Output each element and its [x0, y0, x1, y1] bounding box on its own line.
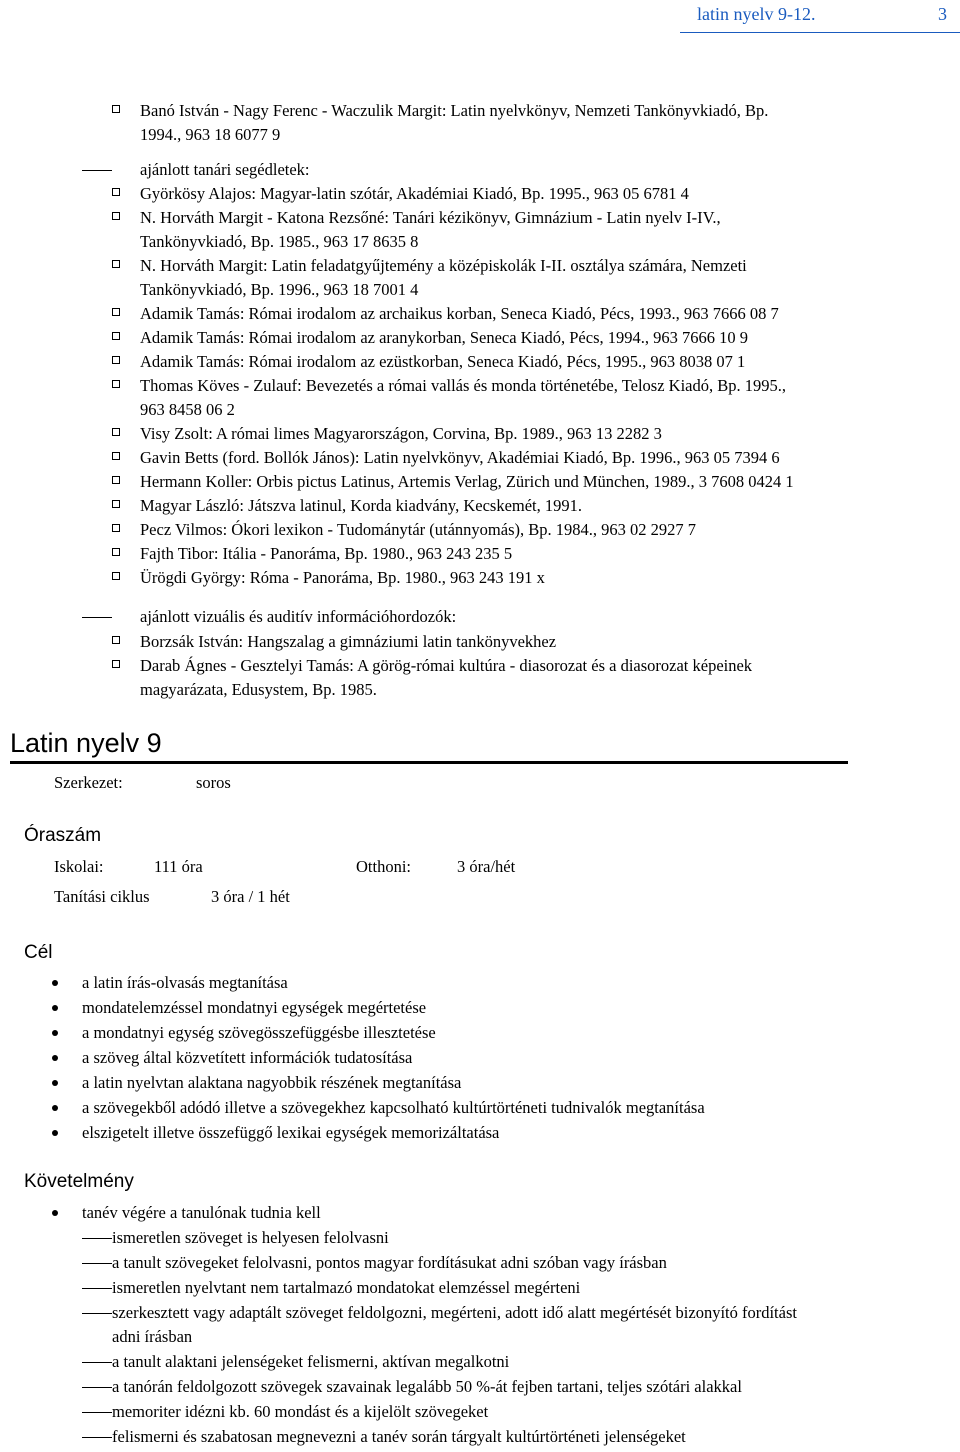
- round-bullet-icon: [52, 1105, 58, 1111]
- list-item-text: ismeretlen nyelvtant nem tartalmazó mondatokat elemzéssel megérteni: [112, 1278, 581, 1297]
- list-item-text: Adamik Tamás: Római irodalom az ezüstkorban, Seneca Kiadó, Pécs, 1995., 963 8038 07 1: [140, 352, 746, 371]
- home-hours-label: Otthoni:: [356, 857, 412, 876]
- list-item-text: a tanórán feldolgozott szövegek szavainak legalább 50 %-át fejben tartani, teljes szótári alakkal: [112, 1377, 742, 1396]
- goals-heading: Cél: [24, 942, 53, 963]
- square-bullet-icon: [112, 356, 120, 364]
- round-bullet-icon: [52, 1030, 58, 1036]
- list-item-text: Pecz Vilmos: Ókori lexikon - Tudománytár (utánnyomás), Bp. 1984., 963 02 2927 7: [140, 520, 697, 539]
- requirements-lead: tanév végére a tanulónak tudnia kell: [82, 1203, 321, 1222]
- dash-bullet-icon: [82, 1313, 112, 1314]
- list-item-text: Tankönyvkiadó, Bp. 1996., 963 18 7001 4: [140, 280, 419, 299]
- teaching-cycle-value: 3 óra / 1 hét: [211, 887, 290, 906]
- square-bullet-icon: [112, 452, 120, 460]
- list-item-text: Hermann Koller: Orbis pictus Latinus, Artemis Verlag, Zürich und München, 1989., 3 7608 0424 1: [140, 472, 794, 491]
- round-bullet-icon: [52, 1210, 58, 1216]
- dash-bullet-icon: [82, 1238, 112, 1239]
- list-item-text: mondatelemzéssel mondatnyi egységek megértetése: [82, 998, 427, 1017]
- page-header: [0, 0, 960, 40]
- round-bullet-icon: [52, 1130, 58, 1136]
- dash-bullet-icon: [82, 1387, 112, 1388]
- dash-bullet-icon: [82, 1412, 112, 1413]
- list-item-text: a mondatnyi egység szövegösszefüggésbe illesztetése: [82, 1023, 436, 1042]
- school-hours-label: Iskolai:: [54, 857, 104, 876]
- list-item-text: a latin nyelvtan alaktana nagyobbik részének megtanítása: [82, 1073, 462, 1092]
- list-item-text: Gavin Betts (ford. Bollók János): Latin nyelvkönyv, Akadémiai Kiadó, Bp. 1996., 963 05 7394 6: [140, 448, 780, 467]
- square-bullet-icon: [112, 660, 120, 668]
- square-bullet-icon: [112, 188, 120, 196]
- list-item-text: Adamik Tamás: Római irodalom az aranykorban, Seneca Kiadó, Pécs, 1994., 963 7666 10 9: [140, 328, 748, 347]
- list-item-text: Banó István - Nagy Ferenc - Waczulik Margit: Latin nyelvkönyv, Nemzeti Tankönyvkiadó, Bp.: [140, 101, 769, 120]
- list-item-text: Darab Ágnes - Gesztelyi Tamás: A görög-római kultúra - diasorozat és a diasorozat képeinek: [140, 656, 753, 675]
- square-bullet-icon: [112, 476, 120, 484]
- dash-bullet-icon: [82, 1437, 112, 1438]
- square-bullet-icon: [112, 212, 120, 220]
- structure-label: Szerkezet:: [54, 773, 123, 792]
- list-item-text: 1994., 963 18 6077 9: [140, 125, 281, 144]
- round-bullet-icon: [52, 980, 58, 986]
- list-item-text: elszigetelt illetve összefüggő lexikai egységek memorizáltatása: [82, 1123, 500, 1142]
- round-bullet-icon: [52, 1055, 58, 1061]
- dash-bullet-icon: [82, 170, 112, 171]
- list-item-text: 963 8458 06 2: [140, 400, 235, 419]
- list-item-text: Ürögdi György: Róma - Panoráma, Bp. 1980., 963 243 191 x: [140, 568, 545, 587]
- list-item-text: felismerni és szabatosan megnevezni a tanév során tárgyalt kultúrtörténeti jelenségeket: [112, 1427, 686, 1446]
- list-item-text: Borzsák István: Hangszalag a gimnáziumi latin tankönyvekhez: [140, 632, 557, 651]
- dash-bullet-icon: [82, 1288, 112, 1289]
- list-item-text: Visy Zsolt: A római limes Magyarországon, Corvina, Bp. 1989., 963 13 2282 3: [140, 424, 662, 443]
- requirements-heading: Követelmény: [24, 1171, 134, 1192]
- square-bullet-icon: [112, 548, 120, 556]
- list-item-text: a szöveg által közvetített információk tudatosítása: [82, 1048, 413, 1067]
- list-item-text: Thomas Köves - Zulauf: Bevezetés a római vallás és monda történetébe, Telosz Kiadó, Bp. 1995.,: [140, 376, 786, 395]
- list-item-text: Györkösy Alajos: Magyar-latin szótár, Akadémiai Kiadó, Bp. 1995., 963 05 6781 4: [140, 184, 689, 203]
- list-item-text: a tanult alaktani jelenségeket felismerni, aktívan megalkotni: [112, 1352, 510, 1371]
- list-item-text: memoriter idézni kb. 60 mondást és a kijelölt szövegeket: [112, 1402, 489, 1421]
- square-bullet-icon: [112, 308, 120, 316]
- list-item-text: Adamik Tamás: Római irodalom az archaikus korban, Seneca Kiadó, Pécs, 1993., 963 7666 08 7: [140, 304, 779, 323]
- list-item-text: Magyar László: Játszva latinul, Korda kiadvány, Kecskemét, 1991.: [140, 496, 583, 515]
- list-item-text: szerkesztett vagy adaptált szöveget feldolgozni, megérteni, adott idő alatt megértését bizonyító fordítást: [112, 1303, 797, 1322]
- section-heading: ajánlott vizuális és auditív információhordozók:: [140, 607, 457, 626]
- square-bullet-icon: [112, 572, 120, 580]
- section-heading: ajánlott tanári segédletek:: [140, 160, 310, 179]
- home-hours-value: 3 óra/hét: [457, 857, 516, 876]
- dash-bullet-icon: [82, 1263, 112, 1264]
- header-rule: [680, 32, 960, 33]
- list-item-text: magyarázata, Edusystem, Bp. 1985.: [140, 680, 377, 699]
- dash-bullet-icon: [82, 617, 112, 618]
- list-item-text: N. Horváth Margit: Latin feladatgyűjtemény a középiskolák I-II. osztálya számára, Nemzeti: [140, 256, 747, 275]
- square-bullet-icon: [112, 105, 120, 113]
- list-item-text: a latin írás-olvasás megtanítása: [82, 973, 288, 992]
- list-item-text: ismeretlen szöveget is helyesen felolvasni: [112, 1228, 389, 1247]
- square-bullet-icon: [112, 524, 120, 532]
- list-item-text: adni írásban: [112, 1327, 193, 1346]
- list-item-text: a tanult szövegeket felolvasni, pontos magyar fordításukat adni szóban vagy írásban: [112, 1253, 667, 1272]
- structure-value: soros: [196, 773, 231, 792]
- square-bullet-icon: [112, 428, 120, 436]
- list-item-text: N. Horváth Margit - Katona Rezsőné: Tanári kézikönyv, Gimnázium - Latin nyelv I-IV.,: [140, 208, 721, 227]
- hours-heading: Óraszám: [24, 825, 102, 846]
- page-title: Latin nyelv 9: [10, 728, 162, 758]
- square-bullet-icon: [112, 260, 120, 268]
- list-item-text: Tankönyvkiadó, Bp. 1985., 963 17 8635 8: [140, 232, 419, 251]
- list-item-text: Fajth Tibor: Itália - Panoráma, Bp. 1980., 963 243 235 5: [140, 544, 513, 563]
- square-bullet-icon: [112, 636, 120, 644]
- round-bullet-icon: [52, 1005, 58, 1011]
- school-hours-value: 111 óra: [154, 857, 203, 876]
- page-number: 3: [938, 4, 947, 24]
- round-bullet-icon: [52, 1080, 58, 1086]
- dash-bullet-icon: [82, 1362, 112, 1363]
- teaching-cycle-label: Tanítási ciklus: [54, 887, 150, 906]
- square-bullet-icon: [112, 380, 120, 388]
- list-item-text: a szövegekből adódó illetve a szövegekhez kapcsolható kultúrtörténeti tudnivalók megtanítása: [82, 1098, 705, 1117]
- running-title: latin nyelv 9-12.: [697, 4, 816, 24]
- square-bullet-icon: [112, 500, 120, 508]
- title-rule: [10, 761, 848, 764]
- square-bullet-icon: [112, 332, 120, 340]
